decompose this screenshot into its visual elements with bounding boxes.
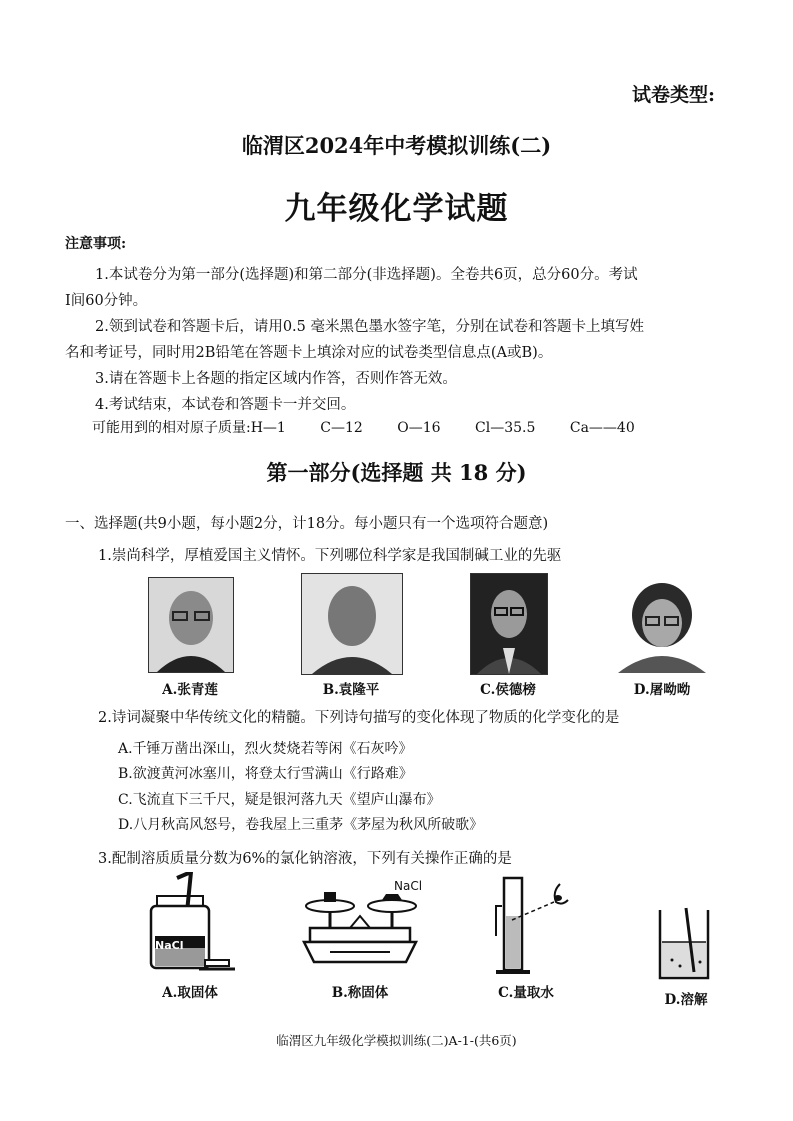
note-1-line2: I间60分钟。 [65, 293, 148, 309]
mass-c: C—12 [320, 420, 363, 436]
q3-option-d: D.溶解 [664, 992, 708, 1008]
balance-icon [300, 879, 423, 974]
q3-stem: 3.配制溶质质量分数为6%的氯化钠溶液，下列有关操作正确的是 [98, 851, 512, 867]
q2-stem: 2.诗词凝聚中华传统文化的精髓。下列诗句描写的变化体现了物质的化学变化的是 [98, 710, 620, 726]
note-1-line1: 1.本试卷分为第一部分(选择题)和第二部分(非选择题)。全卷共6页，总分60分。考试 [95, 267, 638, 283]
notes-heading: 注意事项: [65, 236, 127, 252]
page-footer: 临渭区九年级化学模拟训练(二)A-1-(共6页) [276, 1033, 517, 1048]
q3-option-c: C.量取水 [498, 985, 554, 1001]
q2-option-b: B.欲渡黄河冰塞川，将登太行雪满山《行路难》 [118, 766, 413, 782]
portrait-d-icon [616, 577, 708, 673]
q1-option-b: B.袁隆平 [322, 682, 380, 698]
take-solid-icon [143, 872, 243, 978]
beaker-icon [650, 904, 716, 984]
exam-type-label: 试卷类型: [631, 84, 715, 106]
balance-nacl-label: NaCl [394, 879, 423, 893]
exam-title: 临渭区2024年中考模拟训练(二) [241, 133, 552, 158]
q1-option-a: A.张青莲 [162, 682, 218, 698]
portrait-c-icon [470, 573, 548, 675]
q3-option-b: B.称固体 [331, 985, 389, 1001]
portrait-a-icon [148, 577, 234, 673]
q1-stem: 1.崇尚科学，厚植爱国主义情怀。下列哪位科学家是我国制碱工业的先驱 [98, 548, 562, 564]
graduated-cylinder-icon [482, 876, 572, 980]
q2-option-c: C.飞流直下三千尺，疑是银河落九天《望庐山瀑布》 [118, 792, 441, 808]
section-heading: 一、选择题(共9小题，每小题2分，计18分。每小题只有一个选项符合题意) [65, 516, 549, 532]
note-2-line1: 2.领到试卷和答题卡后，请用0.5 毫米黑色墨水签字笔，分别在试卷和答题卡上填写姓 [95, 319, 645, 335]
q1-option-d: D.屠呦呦 [633, 682, 691, 698]
part1-title: 第一部分(选择题 共 18 分) [266, 460, 527, 485]
q1-option-c: C.侯德榜 [480, 682, 536, 698]
mass-o: O—16 [397, 420, 441, 436]
note-2-line2: 名和考证号，同时用2B铅笔在答题卡上填涂对应的试卷类型信息点(A或B)。 [65, 345, 553, 361]
q3-option-a: A.取固体 [162, 985, 218, 1001]
q2-option-a: A.千锤万凿出深山，烈火焚烧若等闲《石灰吟》 [118, 741, 413, 757]
jar-nacl-label: NaCl [155, 939, 184, 952]
mass-ca: Ca——40 [569, 420, 635, 436]
q2-option-d: D.八月秋高风怒号，卷我屋上三重茅《茅屋为秋风所破歌》 [118, 817, 484, 833]
mass-h: 可能用到的相对原子质量:H—1 [92, 420, 286, 436]
subject-title: 九年级化学试题 [284, 191, 509, 227]
atomic-masses [92, 417, 665, 437]
note-4: 4.考试结束，本试卷和答题卡一并交回。 [95, 397, 356, 413]
mass-cl: Cl—35.5 [475, 420, 536, 436]
portrait-b-icon [301, 573, 403, 675]
note-3: 3.请在答题卡上各题的指定区域内作答，否则作答无效。 [95, 371, 457, 387]
